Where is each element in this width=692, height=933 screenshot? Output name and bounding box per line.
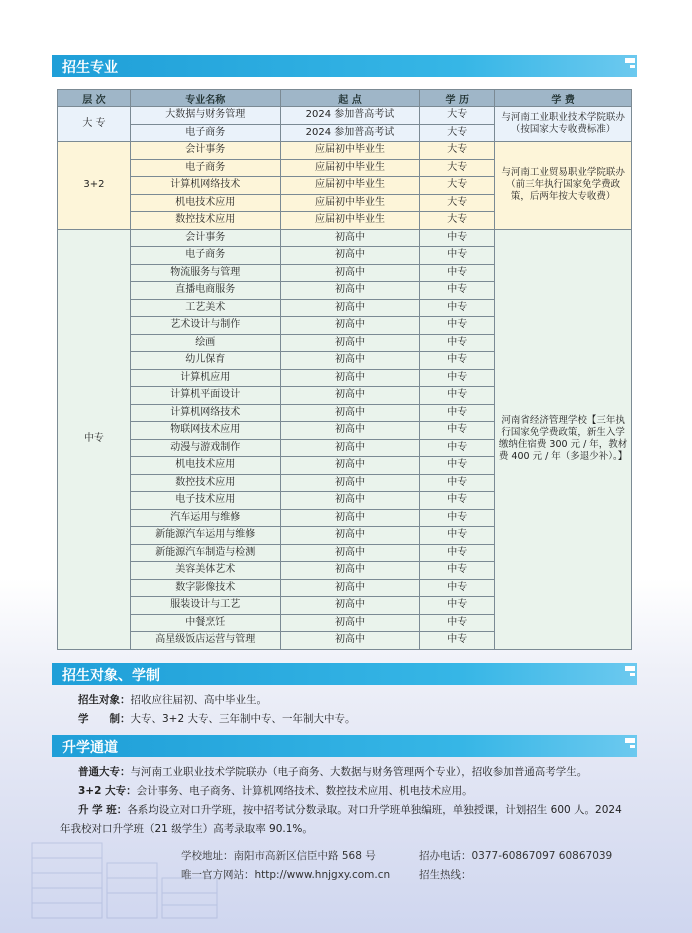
bar-decoration: [625, 58, 635, 63]
major-cell: 直播电商服务: [130, 282, 280, 300]
start-cell: 初高中: [280, 334, 420, 352]
major-cell: 计算机平面设计: [130, 387, 280, 405]
start-cell: 应届初中毕业生: [280, 194, 420, 212]
pathway-upgrade-text-2: 年我校对口升学班（21 级学生）高考录取率 90.1%。: [60, 823, 313, 835]
degree-cell: 中专: [420, 404, 495, 422]
bar-decoration: [625, 738, 635, 743]
level-cell: 3+2: [58, 142, 131, 230]
start-cell: 初高中: [280, 597, 420, 615]
start-cell: 应届初中毕业生: [280, 159, 420, 177]
footer-phone: 招办电话：0377-60867097 60867039: [419, 850, 613, 862]
start-cell: 2024 参加普高考试: [280, 124, 420, 142]
degree-cell: 中专: [420, 457, 495, 475]
section-bar-pathways: [52, 735, 637, 757]
start-cell: 初高中: [280, 614, 420, 632]
major-cell: 汽车运用与维修: [130, 509, 280, 527]
degree-cell: 中专: [420, 492, 495, 510]
major-cell: 计算机应用: [130, 369, 280, 387]
fee-cell: 与河南工业职业技术学院联办（按国家大专收费标准）: [495, 107, 632, 142]
start-cell: 初高中: [280, 317, 420, 335]
start-cell: 初高中: [280, 509, 420, 527]
level-cell: 大 专: [58, 107, 131, 142]
start-cell: 2024 参加普高考试: [280, 107, 420, 125]
degree-cell: 中专: [420, 352, 495, 370]
header-degree: 学 历: [420, 90, 495, 107]
start-cell: 初高中: [280, 229, 420, 247]
major-cell: 电子技术应用: [130, 492, 280, 510]
fee-cell: 河南省经济管理学校【三年执行国家免学费政策，新生入学缴纳住宿费 300 元 / 年，教材费 400 元 / 年（多退少补）。】: [495, 229, 632, 649]
section-title-targets: 招生对象、学制: [62, 668, 160, 684]
start-cell: 初高中: [280, 352, 420, 370]
footer-hotline: 招生热线：: [419, 869, 472, 881]
start-cell: 初高中: [280, 579, 420, 597]
start-cell: 应届初中毕业生: [280, 142, 420, 160]
pathway-regular: [78, 764, 587, 779]
start-cell: 初高中: [280, 369, 420, 387]
degree-cell: 中专: [420, 369, 495, 387]
major-cell: 计算机网络技术: [130, 404, 280, 422]
start-cell: 初高中: [280, 299, 420, 317]
pathway-regular-text: 与河南工业职业技术学院联办（电子商务、大数据与财务管理两个专业），招收参加普通高考学生。: [130, 766, 588, 778]
degree-cell: 中专: [420, 422, 495, 440]
degree-cell: 中专: [420, 317, 495, 335]
degree-cell: 中专: [420, 264, 495, 282]
section-title-majors: 招生专业: [62, 60, 118, 76]
degree-cell: 中专: [420, 544, 495, 562]
major-cell: 数控技术应用: [130, 212, 280, 230]
degree-cell: 中专: [420, 229, 495, 247]
major-cell: 物联网技术应用: [130, 422, 280, 440]
start-cell: 初高中: [280, 544, 420, 562]
table-header-row: [58, 90, 632, 107]
start-cell: 初高中: [280, 474, 420, 492]
bar-decoration: [630, 745, 635, 748]
degree-cell: 中专: [420, 247, 495, 265]
section-title-pathways: 升学通道: [62, 740, 118, 756]
table-row: [58, 142, 632, 160]
system-line: [78, 711, 356, 726]
degree-cell: 中专: [420, 597, 495, 615]
major-cell: 艺术设计与制作: [130, 317, 280, 335]
major-cell: 会计事务: [130, 229, 280, 247]
header-major: 专业名称: [130, 90, 280, 107]
start-cell: 初高中: [280, 264, 420, 282]
start-cell: 初高中: [280, 282, 420, 300]
header-fee: 学 费: [495, 90, 632, 107]
start-cell: 初高中: [280, 422, 420, 440]
start-cell: 初高中: [280, 562, 420, 580]
start-cell: 初高中: [280, 404, 420, 422]
major-cell: 计算机网络技术: [130, 177, 280, 195]
start-cell: 初高中: [280, 527, 420, 545]
degree-cell: 中专: [420, 387, 495, 405]
degree-cell: 大专: [420, 142, 495, 160]
major-cell: 新能源汽车制造与检测: [130, 544, 280, 562]
footer-address: 学校地址：南阳市高新区信臣中路 568 号: [181, 850, 376, 862]
start-cell: 初高中: [280, 492, 420, 510]
pathway-regular-label: 普通大专：: [78, 766, 131, 778]
fee-cell: 与河南工业贸易职业学院联办（前三年执行国家免学费政策，后两年按大专收费）: [495, 142, 632, 230]
degree-cell: 中专: [420, 614, 495, 632]
target-text: 招收应往届初、高中毕业生。: [130, 694, 267, 706]
major-cell: 工艺美术: [130, 299, 280, 317]
degree-cell: 大专: [420, 177, 495, 195]
majors-table: [57, 89, 632, 650]
degree-cell: 大专: [420, 194, 495, 212]
table-row: [58, 229, 632, 247]
bar-decoration: [625, 666, 635, 671]
pathway-upgrade-label: 升 学 班：: [78, 804, 128, 816]
major-cell: 电子商务: [130, 124, 280, 142]
major-cell: 新能源汽车运用与维修: [130, 527, 280, 545]
level-cell: 中专: [58, 229, 131, 649]
major-cell: 大数据与财务管理: [130, 107, 280, 125]
major-cell: 机电技术应用: [130, 194, 280, 212]
target-line: [78, 692, 267, 707]
header-start: 起 点: [280, 90, 420, 107]
section-bar-targets: [52, 663, 637, 685]
degree-cell: 中专: [420, 527, 495, 545]
major-cell: 幼儿保育: [130, 352, 280, 370]
start-cell: 初高中: [280, 247, 420, 265]
system-label: 学 制：: [78, 713, 131, 725]
bar-decoration: [630, 673, 635, 676]
section-bar-majors: [52, 55, 637, 77]
header-level: 层 次: [58, 90, 131, 107]
degree-cell: 中专: [420, 509, 495, 527]
target-label: 招生对象：: [78, 694, 131, 706]
major-cell: 高星级饭店运营与管理: [130, 632, 280, 650]
major-cell: 电子商务: [130, 247, 280, 265]
degree-cell: 中专: [420, 474, 495, 492]
degree-cell: 中专: [420, 562, 495, 580]
start-cell: 应届初中毕业生: [280, 212, 420, 230]
start-cell: 初高中: [280, 439, 420, 457]
major-cell: 物流服务与管理: [130, 264, 280, 282]
major-cell: 电子商务: [130, 159, 280, 177]
degree-cell: 中专: [420, 439, 495, 457]
degree-cell: 中专: [420, 632, 495, 650]
table-row: [58, 107, 632, 125]
pathway-3plus2-label: 3+2 大专：: [78, 785, 137, 797]
major-cell: 绘画: [130, 334, 280, 352]
degree-cell: 大专: [420, 212, 495, 230]
major-cell: 美容美体艺术: [130, 562, 280, 580]
system-text: 大专、3+2 大专、三年制中专、一年制大中专。: [130, 713, 356, 725]
pathway-upgrade-text: 各系均设立对口升学班，按中招考试分数录取。对口升学班单独编班，单独授课，计划招生 600 人。2024: [127, 804, 622, 816]
degree-cell: 大专: [420, 107, 495, 125]
major-cell: 数控技术应用: [130, 474, 280, 492]
start-cell: 初高中: [280, 387, 420, 405]
degree-cell: 大专: [420, 124, 495, 142]
major-cell: 数字影像技术: [130, 579, 280, 597]
degree-cell: 中专: [420, 334, 495, 352]
degree-cell: 大专: [420, 159, 495, 177]
start-cell: 初高中: [280, 632, 420, 650]
degree-cell: 中专: [420, 282, 495, 300]
start-cell: 初高中: [280, 457, 420, 475]
major-cell: 机电技术应用: [130, 457, 280, 475]
major-cell: 动漫与游戏制作: [130, 439, 280, 457]
start-cell: 应届初中毕业生: [280, 177, 420, 195]
major-cell: 中餐烹饪: [130, 614, 280, 632]
pathway-3plus2-text: 会计事务、电子商务、计算机网络技术、数控技术应用、机电技术应用。: [136, 785, 473, 797]
degree-cell: 中专: [420, 579, 495, 597]
degree-cell: 中专: [420, 299, 495, 317]
bar-decoration: [630, 65, 635, 68]
major-cell: 服装设计与工艺: [130, 597, 280, 615]
major-cell: 会计事务: [130, 142, 280, 160]
footer-website[interactable]: 唯一官方网站：http://www.hnjgxy.com.cn: [181, 869, 391, 881]
pathway-3plus2: [78, 783, 473, 798]
